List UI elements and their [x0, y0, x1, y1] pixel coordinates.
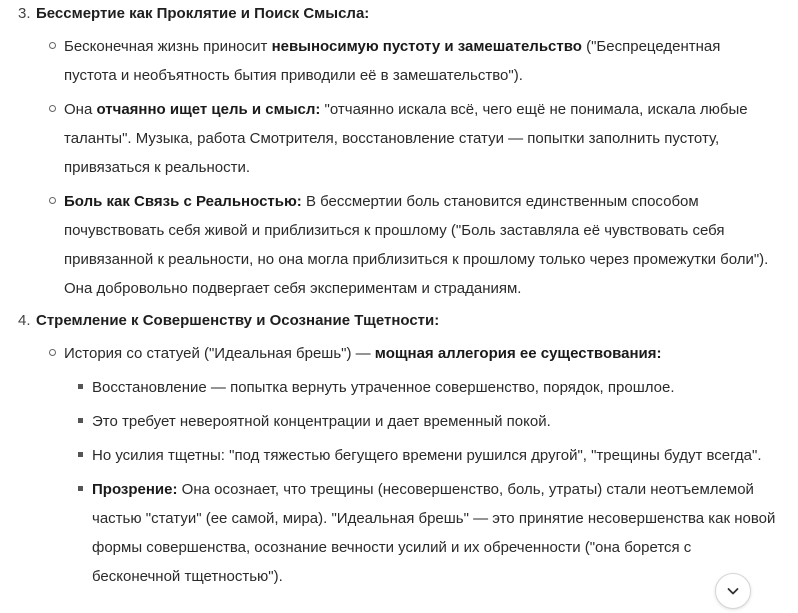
paragraph: Она отчаянно ищет цель и смысл: "отчаянно искала всё, чего ещё не понимала, искала любые таланты". Музыка, работа Смотрителя, восстановление статуи — попытки заполнить пустоту, привязаться к реальности. [64, 101, 748, 176]
bullet-square-icon [78, 384, 83, 389]
paragraph: История со статуей ("Идеальная брешь") — мощная аллегория ее существования: [64, 345, 662, 362]
list-item-4 [0, 307, 798, 591]
chevron-down-icon [725, 583, 741, 599]
paragraph: Бесконечная жизнь приносит невыносимую пустоту и замешательство ("Беспрецедентная пустота и необъятность бытия приводили её в замешательство"). [64, 38, 721, 84]
list-item [64, 373, 776, 402]
list-item-3 [0, 0, 798, 303]
bullet-square-icon [78, 452, 83, 457]
list-item [36, 187, 776, 303]
bullet-circle-icon [49, 349, 56, 356]
list-item [36, 95, 776, 182]
list-item [64, 407, 776, 436]
bullet-square-icon [78, 486, 83, 491]
list-item [36, 339, 776, 591]
paragraph: Боль как Связь с Реальностью: В бессмертии боль становится единственным способом почувствовать себя живой и приблизиться к прошлому ("Боль заставляла её чувствовать себя привязанной к реальности, но она могла приблизиться к прошлому только через промежутки боли"). Она добровольно подвергает себя экспериментам и страданиям. [64, 193, 769, 297]
paragraph: Это требует невероятной концентрации и дает временный покой. [92, 413, 551, 430]
paragraph: Прозрение: Она осознает, что трещины (несовершенство, боль, утраты) стали неотъемлемой частью "статуи" (ее самой, мира). "Идеальная брешь" — это принятие несовершенства как новой формы совершенства, осознание вечности усилий и их обреченности ("она борется с бесконечной тщетностью"). [92, 481, 776, 585]
list-item [64, 441, 776, 470]
section-heading: Стремление к Совершенству и Осознание Тщетности: [36, 312, 440, 329]
bullet-circle-icon [49, 105, 56, 112]
list-number: 3. [18, 5, 31, 22]
scroll-to-bottom-button[interactable] [715, 573, 751, 609]
paragraph: Восстановление — попытка вернуть утраченное совершенство, порядок, прошлое. [92, 379, 675, 396]
list-number: 4. [18, 312, 31, 329]
bullet-circle-icon [49, 197, 56, 204]
section-heading: Бессмертие как Проклятие и Поиск Смысла: [36, 5, 370, 22]
paragraph: Но усилия тщетны: "под тяжестью бегущего времени рушился другой", "трещины будут всегда". [92, 447, 762, 464]
bullet-square-icon [78, 418, 83, 423]
bullet-circle-icon [49, 42, 56, 49]
list-item [64, 475, 776, 591]
list-item [36, 32, 776, 90]
